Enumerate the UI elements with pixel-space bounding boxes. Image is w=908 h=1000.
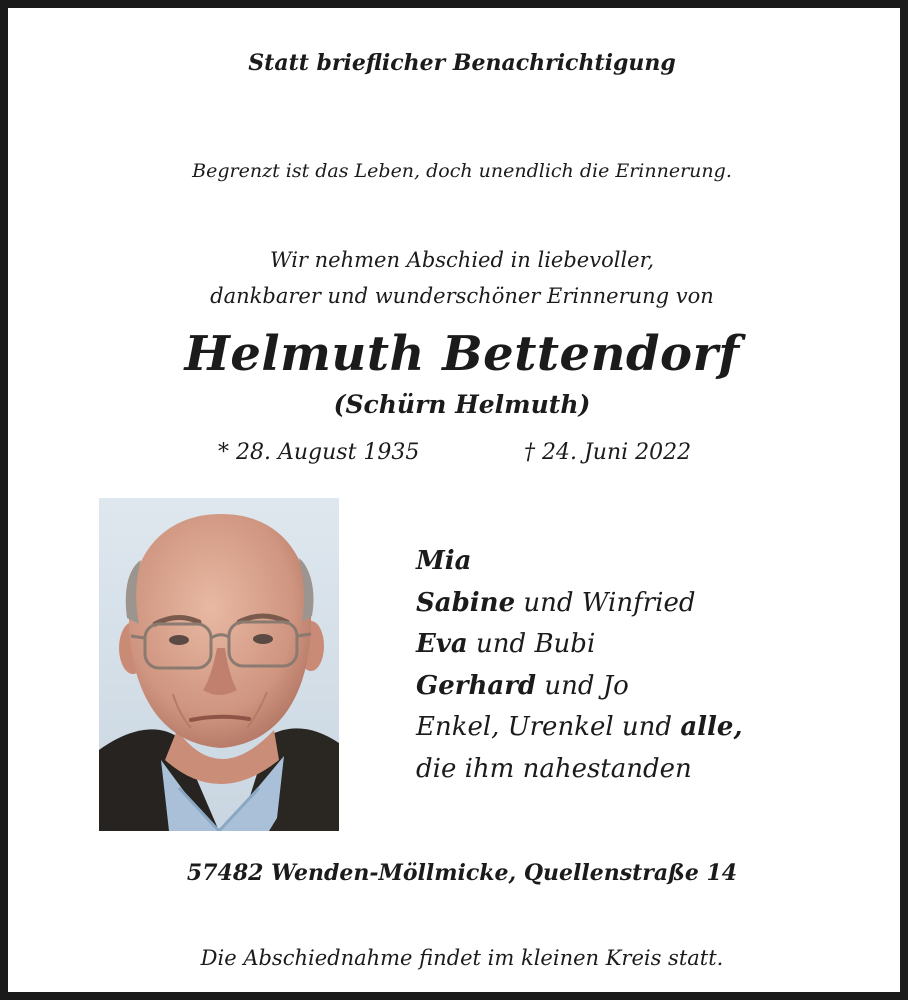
mourner-name: Mia xyxy=(416,546,472,576)
deceased-name: Helmuth Bettendorf xyxy=(184,326,740,382)
birth-date: * 28. August 1935 xyxy=(218,440,420,465)
portrait-photo xyxy=(99,498,339,831)
intro-line-2: dankbarer und wunderschöner Erinnerung von xyxy=(210,284,714,308)
mourner-group: Enkel, Urenkel und xyxy=(416,712,681,742)
mourner-line xyxy=(416,666,743,708)
mourner-line xyxy=(416,541,743,583)
deceased-nickname: (Schürn Helmuth) xyxy=(333,390,591,419)
mourner-partner: und Bubi xyxy=(467,629,596,659)
mourner-line xyxy=(416,583,743,625)
death-date: † 24. Juni 2022 xyxy=(524,440,692,465)
mourner-line xyxy=(416,749,743,791)
mourner-partner: und Winfried xyxy=(515,587,696,618)
mourner-line xyxy=(416,624,743,666)
notice-text: Die Abschiednahme findet im kleinen Kreis statt. xyxy=(200,946,724,970)
mourner-name: Eva xyxy=(416,629,468,659)
mourners-list xyxy=(416,541,743,790)
address-text: 57482 Wenden-Möllmicke, Quellenstraße 14 xyxy=(186,860,738,886)
mourner-line xyxy=(416,707,743,749)
mourner-name: Sabine xyxy=(416,587,516,618)
mourner-closing: die ihm nahestanden xyxy=(416,753,692,784)
intro-line-1: Wir nehmen Abschied in liebevoller, xyxy=(269,248,655,272)
motto-text: Begrenzt ist das Leben, doch unendlich die Erinnerung. xyxy=(192,160,732,182)
header-text: Statt brieflicher Benachrichtigung xyxy=(248,50,676,76)
mourner-name: Gerhard xyxy=(416,670,537,701)
mourner-partner: und Jo xyxy=(536,670,629,701)
mourner-all: alle, xyxy=(680,712,743,742)
